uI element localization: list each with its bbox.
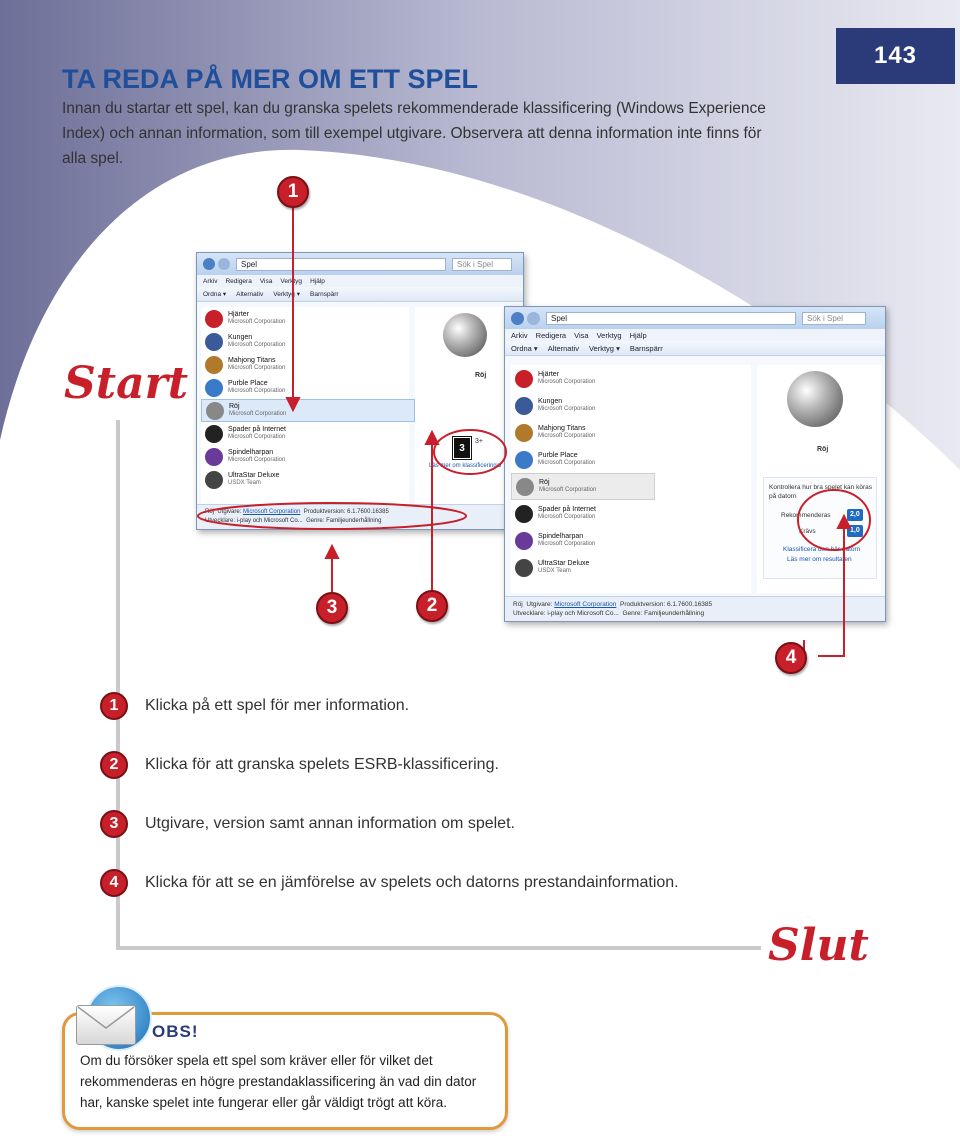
- games-window-large: [504, 306, 886, 622]
- step-badge-2: 2: [100, 751, 128, 779]
- list-item[interactable]: UltraStar Deluxe USDX Team: [511, 554, 751, 581]
- toolbar-button[interactable]: Barnspärr: [310, 290, 339, 298]
- toolbar-button[interactable]: Verktyg ▾: [588, 343, 620, 353]
- step-badge-3: 3: [100, 810, 128, 838]
- list-item[interactable]: Hjärter Microsoft Corporation: [511, 365, 751, 392]
- envelope-flap-icon: [77, 1006, 135, 1044]
- back-icon[interactable]: [203, 258, 215, 270]
- list-item[interactable]: Spindelharpan Microsoft Corporation: [201, 445, 409, 468]
- menu-item[interactable]: Verktyg: [280, 277, 303, 285]
- menu-item[interactable]: Redigera: [535, 330, 567, 340]
- list-item-selected[interactable]: Röj Microsoft Corporation: [201, 399, 415, 422]
- callout-badge-3: 3: [316, 592, 348, 624]
- menu-item[interactable]: Visa: [259, 277, 273, 285]
- mine-icon: [206, 402, 224, 420]
- ratings-link[interactable]: Läs mer om klassificeringar: [429, 463, 503, 469]
- back-icon[interactable]: [511, 312, 524, 325]
- menu-item[interactable]: Visa: [574, 330, 589, 340]
- step-text-3: Utgivare, version samt annan information om spelet.: [145, 815, 515, 832]
- callout-badge-2: 2: [416, 590, 448, 622]
- page-title: TA REDA PÅ MER OM ETT SPEL: [62, 64, 479, 94]
- list-item[interactable]: Spader på Internet Microsoft Corporation: [511, 500, 751, 527]
- details-pane: [757, 365, 881, 593]
- list-item[interactable]: Kungen Microsoft Corporation: [201, 330, 409, 353]
- title-bar: [505, 307, 885, 329]
- perf-check-text: Kontrollera hur bra spelet kan köras på datorn: [769, 484, 872, 500]
- search-input[interactable]: Sök i Spel: [452, 258, 512, 271]
- game-icon: [515, 505, 533, 523]
- mine-icon: [787, 371, 843, 427]
- menu-item[interactable]: Hjälp: [310, 277, 325, 285]
- toolbar-button[interactable]: Verktyg ▾: [273, 291, 300, 298]
- recommended-value: 2,0: [847, 509, 863, 521]
- menu-bar: [505, 329, 885, 341]
- game-icon: [205, 379, 223, 397]
- game-icon: [205, 356, 223, 374]
- required-value: 1,0: [847, 525, 863, 537]
- toolbar-button[interactable]: Ordna ▾: [511, 343, 538, 353]
- game-list: [511, 365, 751, 593]
- toolbar-button[interactable]: Ordna ▾: [203, 291, 227, 298]
- note-text: Om du försöker spela ett spel som kräver eller för vilket det rekommenderas en högre prestandaklassificering än vad din dator har, kanske spelet inte fungerar eller går väldigt trögt att köra.: [80, 1053, 477, 1110]
- toolbar: [197, 287, 523, 302]
- esrb-rating-icon[interactable]: 3: [453, 437, 471, 459]
- step-badge-4: 4: [100, 869, 128, 897]
- envelope-icon: [76, 1005, 136, 1045]
- list-item[interactable]: Purble Place Microsoft Corporation: [201, 376, 409, 399]
- game-icon: [515, 559, 533, 577]
- list-item[interactable]: Mahjong Titans Microsoft Corporation: [511, 419, 751, 446]
- menu-item[interactable]: Arkiv: [511, 330, 528, 340]
- publisher-link[interactable]: Microsoft Corporation: [243, 509, 301, 515]
- game-icon: [515, 451, 533, 469]
- menu-bar: [197, 275, 523, 287]
- list-item[interactable]: Hjärter Microsoft Corporation: [201, 307, 409, 330]
- publisher-link[interactable]: Microsoft Corporation: [554, 601, 617, 608]
- callout-badge-1: 1: [277, 176, 309, 208]
- required-label: Krävs: [799, 528, 816, 535]
- menu-item[interactable]: Verktyg: [596, 330, 622, 340]
- forward-icon[interactable]: [527, 312, 540, 325]
- menu-item[interactable]: Arkiv: [203, 277, 218, 285]
- list-item[interactable]: Spader på Internet Microsoft Corporation: [201, 422, 409, 445]
- classify-link[interactable]: Klassificera den här datorn: [783, 546, 861, 553]
- game-icon: [205, 425, 223, 443]
- selected-game-title: Röj: [817, 446, 829, 453]
- step-badge-1: 1: [100, 692, 128, 720]
- breadcrumb[interactable]: Spel: [236, 258, 446, 271]
- end-label: Slut: [768, 920, 869, 971]
- toolbar-button[interactable]: Alternativ: [547, 343, 579, 353]
- list-item[interactable]: Kungen Microsoft Corporation: [511, 392, 751, 419]
- game-icon: [205, 310, 223, 328]
- step-text-2: Klicka för att granska spelets ESRB-klassificering.: [145, 756, 499, 773]
- status-bar: Röj Utgivare: Microsoft Corporation Produktversion: 6.1.7600.16385 Utvecklare: i-play och Microsoft Co... Genre: Familjeunderhållning: [505, 596, 885, 621]
- status-bar: Röj Utgivare: Microsoft Corporation Produktversion: 6.1.7600.16385 Utvecklare: i-play och Microsoft Co... Genre: Familjeunderhållning: [197, 504, 523, 529]
- recommended-label: Rekommenderas: [781, 512, 831, 519]
- intro-text: Innan du startar ett spel, kan du granska spelets rekommenderade klassificering (Windows Experience Index) och annan information, som till exempel utgivare. Observera att denna information inte finns för alla spel.: [62, 100, 766, 167]
- search-input[interactable]: Sök i Spel: [802, 312, 866, 325]
- game-icon: [205, 333, 223, 351]
- game-icon: [205, 448, 223, 466]
- results-link[interactable]: Läs mer om resultaten: [787, 556, 852, 563]
- forward-icon[interactable]: [218, 258, 230, 270]
- game-icon: [205, 471, 223, 489]
- callout-badge-4: 4: [775, 642, 807, 674]
- selected-game-title: Röj: [475, 372, 487, 379]
- list-item[interactable]: UltraStar Deluxe USDX Team: [201, 468, 409, 491]
- list-item[interactable]: Mahjong Titans Microsoft Corporation: [201, 353, 409, 376]
- game-list: [201, 307, 409, 505]
- toolbar-button[interactable]: Barnspärr: [629, 343, 663, 353]
- game-icon: [515, 532, 533, 550]
- menu-item[interactable]: Hjälp: [629, 330, 647, 340]
- list-item[interactable]: Spindelharpan Microsoft Corporation: [511, 527, 751, 554]
- games-window-small: [196, 252, 524, 530]
- toolbar-button[interactable]: Alternativ: [236, 290, 264, 298]
- title-bar: [197, 253, 523, 275]
- step-text-4: Klicka för att se en jämförelse av spelets och datorns prestandainformation.: [145, 874, 679, 891]
- mine-icon: [516, 478, 534, 496]
- flow-rail-horizontal: [116, 946, 761, 950]
- toolbar: [505, 341, 885, 356]
- list-item-selected[interactable]: Röj Microsoft Corporation: [511, 473, 655, 500]
- game-icon: [515, 370, 533, 388]
- note-title: OBS!: [152, 1022, 199, 1041]
- game-icon: [515, 397, 533, 415]
- mine-icon: [443, 313, 487, 357]
- menu-item[interactable]: Redigera: [225, 277, 252, 285]
- step-text-1: Klicka på ett spel för mer information.: [145, 697, 410, 714]
- esrb-age: 3+: [475, 438, 483, 445]
- start-label: Start: [64, 358, 189, 409]
- list-item[interactable]: Purble Place Microsoft Corporation: [511, 446, 751, 473]
- breadcrumb[interactable]: Spel: [546, 312, 796, 325]
- game-icon: [515, 424, 533, 442]
- page-number: 143: [836, 28, 955, 84]
